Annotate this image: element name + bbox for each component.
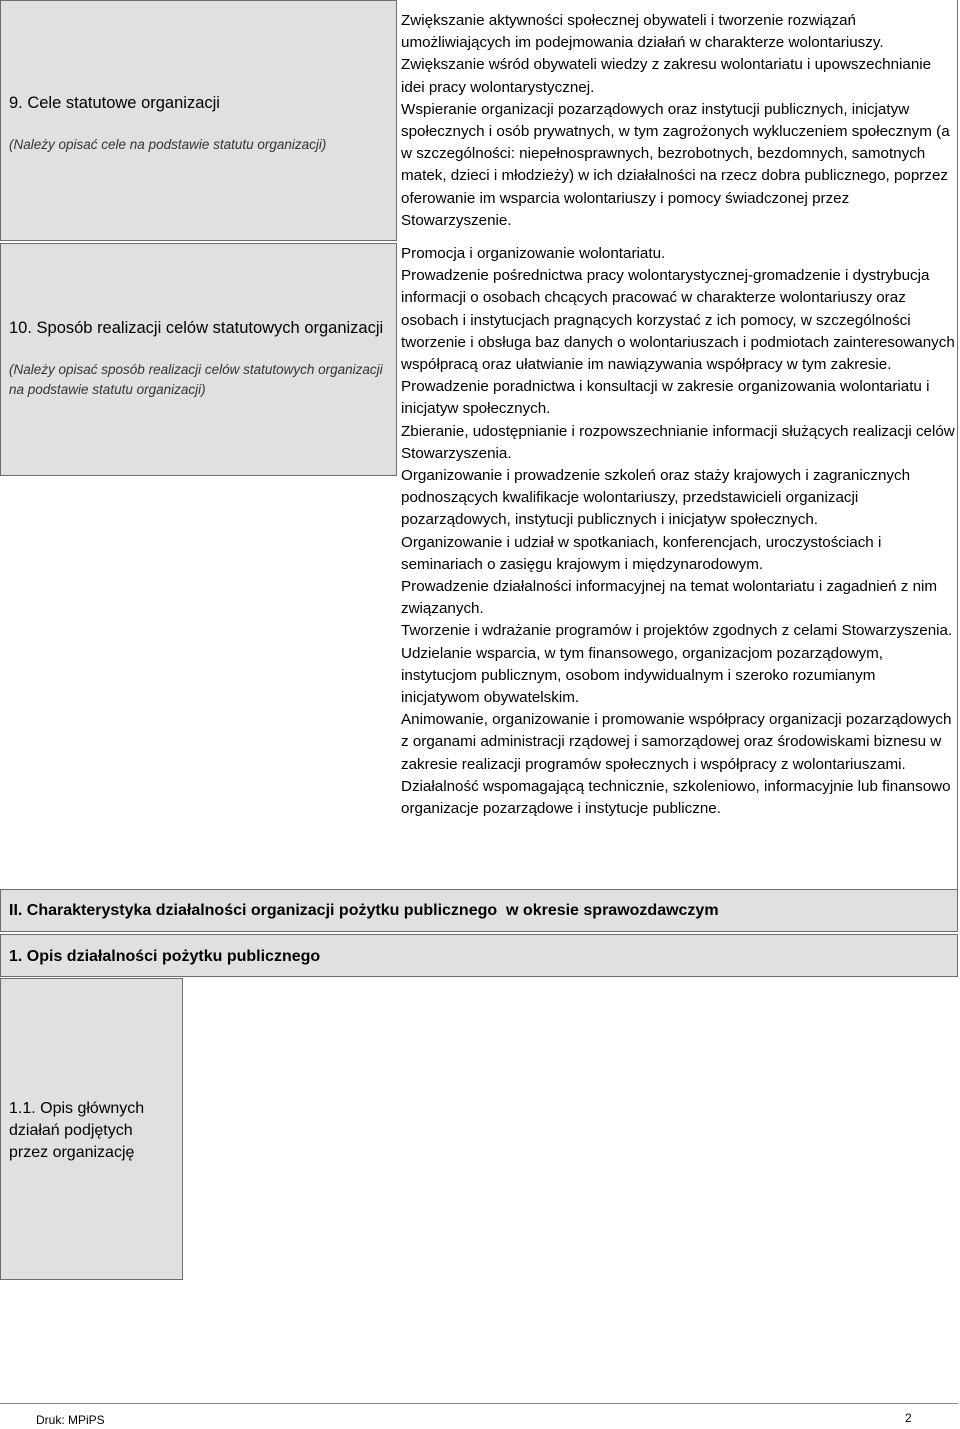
part2-header-cell [0,889,958,932]
section10-content [401,243,958,820]
section10-paragraph: Prowadzenie pośrednictwa pracy wolontarystycznej-gromadzenie i dystrybucja informacji o osobach chcących pracować w charakterze wolontariuszy oraz osobach i instytucjach pragnących korzystać z ich pomocy, w szczególności tworzenie i obsługa baz danych o wolontariuszach i podmiotach zainteresowanych współpracą oraz ułatwianie im nawiązywania współpracy w tym zakresie. [401,267,955,374]
part2-title: II. Charakterystyka działalności organizacji pożytku publicznego w okresie sprawozdawczym [9,902,719,919]
section10-paragraph: Promocja i organizowanie wolontariatu. [401,245,666,262]
section9-label-cell [0,0,397,241]
section10-paragraph: Organizowanie i prowadzenie szkoleń oraz staży krajowych i zagranicznych podnoszących kwalifikacje wolontariuszy, przedstawicieli organizacji pozarządowych, instytucji publicznych i inicjatyw społecznych. [401,467,911,529]
section10-paragraph: Zbieranie, udostępnianie i rozpowszechnianie informacji służących realizacji celów Stowarzyszenia. [401,422,955,462]
section10-title: 10. Sposób realizacji celów statutowych organizacji [9,319,384,337]
section10-note: (Należy opisać sposób realizacji celów statutowych organizacji na podstawie statutu organizacji) [9,362,383,397]
subsection1-header-cell [0,934,958,977]
section10-paragraph: Prowadzenie poradnictwa i konsultacji w zakresie organizowania wolontariatu i inicjatyw społecznych. [401,378,930,418]
section9-paragraph: Wspieranie organizacji pozarządowych oraz instytucji publicznych, inicjatyw społecznych i osób prywatnych, w tym zagrożonych wykluczeniem społecznym (a w szczególności: niepełnosprawnych, bezrobotnych, bezdomnych, samotnych matek, dzieci i młodzieży) w ich działalności na rzecz dobra publicznego, poprzez oferowanie im wsparcia wolontariuszy i pomocy świadczonej przez Stowarzyszenie. [401,100,950,229]
section10-paragraph: Organizowanie i udział w spotkaniach, konferencjach, uroczystościach i seminariach o zasięgu krajowym i międzynarodowym. [401,533,882,573]
section9-title: 9. Cele statutowe organizacji [9,94,220,112]
subsection1-title: 1. Opis działalności pożytku publicznego [9,948,321,965]
section10-paragraph: Prowadzenie działalności informacyjnej na temat wolontariatu i zagadnień z nim związanych. [401,578,938,618]
page-number: 2 [905,1411,912,1425]
section10-paragraph: Działalność wspomagającą technicznie, szkoleniowo, informacyjnie lub finansowo organizacje pozarządowe i instytucje publiczne. [401,777,951,818]
content-column-border [957,0,958,889]
subsection11-title: 1.1. Opis głównych działań podjętych przez organizację [9,1100,145,1161]
section10-paragraph: Udzielanie wsparcia, w tym finansowego, organizacjom pozarządowym, instytucjom publicznym, osobom indywidualnym i szeroko rozumianym inicjatywom obywatelskim. [401,644,883,707]
section9-paragraph: Zwiększanie aktywności społecznej obywateli i tworzenie rozwiązań umożliwiających im podejmowania działań w charakterze wolontariuszy. [401,12,884,52]
footer-print-label: Druk: MPiPS [36,1413,105,1427]
section10-paragraph: Animowanie, organizowanie i promowanie współpracy organizacji pozarządowych z organami administracji rządowej i samorządowej oraz środowiskami biznesu w zakresie realizacji programów społecznych i współpracy z wolontariuszami. [401,711,952,773]
section9-note: (Należy opisać cele na podstawie statutu organizacji) [9,137,327,152]
footer-rule [0,1403,958,1404]
section10-label-cell [0,243,397,476]
subsection11-label-cell [0,978,183,1280]
section10-paragraph: Tworzenie i wdrażanie programów i projektów zgodnych z celami Stowarzyszenia. [401,622,953,640]
section9-content [401,10,957,232]
section9-paragraph: Zwiększanie wśród obywateli wiedzy z zakresu wolontariatu i upowszechnianie idei pracy wolontarystycznej. [401,56,932,96]
